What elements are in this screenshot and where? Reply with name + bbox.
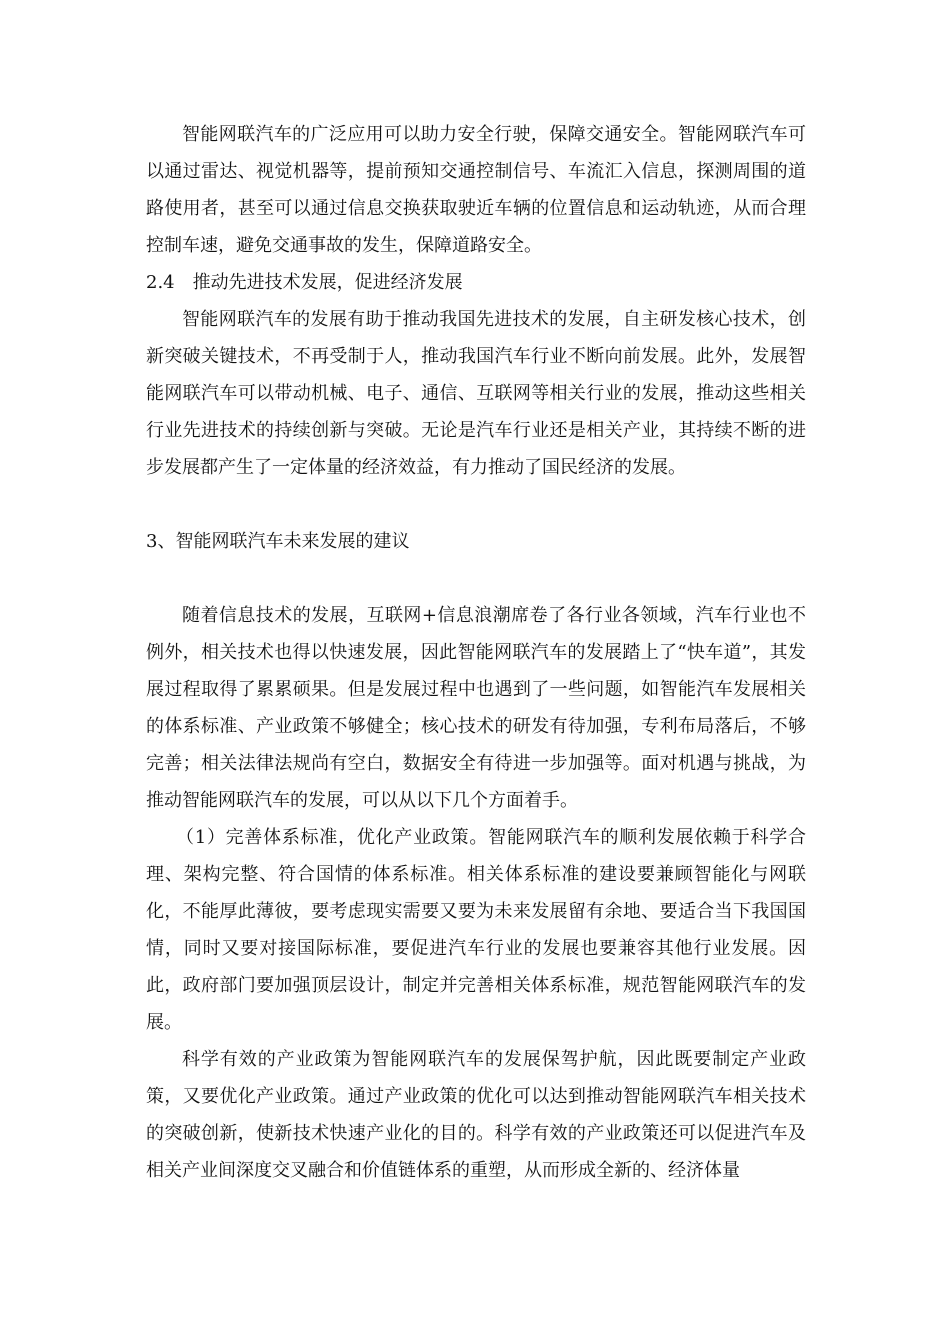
section-heading-2-4: 2.4 推动先进技术发展，促进经济发展 bbox=[146, 272, 463, 293]
section-heading-3: 3、智能网联汽车未来发展的建议 bbox=[146, 531, 410, 552]
paragraph-industrial-policy: 科学有效的产业政策为智能网联汽车的发展保驾护航，因此既要制定产业政策，又要优化产业政策。通过产业政策的优化可以达到推动智能网联汽车相关技术的突破创新，使新技术快速产业化的目的。科学有效的产业政策还可以促进汽车及相关产业间深度交叉融合和价值链体系的重塑，从而形成全新的、经济体量 bbox=[146, 1049, 806, 1181]
paragraph-technology-economy: 智能网联汽车的发展有助于推动我国先进技术的发展，自主研发核心技术，创新突破关键技术，不再受制于人，推动我国汽车行业不断向前发展。此外，发展智能网联汽车可以带动机械、电子、通信、互联网等相关行业的发展，推动这些相关行业先进技术的持续创新与突破。无论是汽车行业还是相关产业，其持续不断的进步发展都产生了一定体量的经济效益，有力推动了国民经济的发展。 bbox=[146, 309, 806, 478]
paragraph-traffic-safety: 智能网联汽车的广泛应用可以助力安全行驶，保障交通安全。智能网联汽车可以通过雷达、视觉机器等，提前预知交通控制信号、车流汇入信息，探测周围的道路使用者，甚至可以通过信息交换获取驶近车辆的位置信息和运动轨迹，从而合理控制车速，避免交通事故的发生，保障道路安全。 bbox=[146, 124, 806, 256]
paragraph-item-1-standards: （1）完善体系标准，优化产业政策。智能网联汽车的顺利发展依赖于科学合理、架构完整、符合国情的体系标准。相关体系标准的建设要兼顾智能化与网联化，不能厚此薄彼，要考虑现实需要又要为未来发展留有余地、要适合当下我国国情，同时又要对接国际标准，要促进汽车行业的发展也要兼容其他行业发展。因此，政府部门要加强顶层设计，制定并完善相关体系标准，规范智能网联汽车的发展。 bbox=[146, 827, 806, 1033]
paragraph-development-intro: 随着信息技术的发展，互联网+信息浪潮席卷了各行业各领域，汽车行业也不例外，相关技术也得以快速发展，因此智能网联汽车的发展踏上了“快车道”，其发展过程取得了累累硕果。但是发展过程中也遇到了一些问题，如智能汽车发展相关的体系标准、产业政策不够健全；核心技术的研发有待加强，专利布局落后，不够完善；相关法律法规尚有空白，数据安全有待进一步加强等。面对机遇与挑战，为推动智能网联汽车的发展，可以从以下几个方面着手。 bbox=[146, 605, 806, 811]
document-body bbox=[146, 116, 806, 1189]
